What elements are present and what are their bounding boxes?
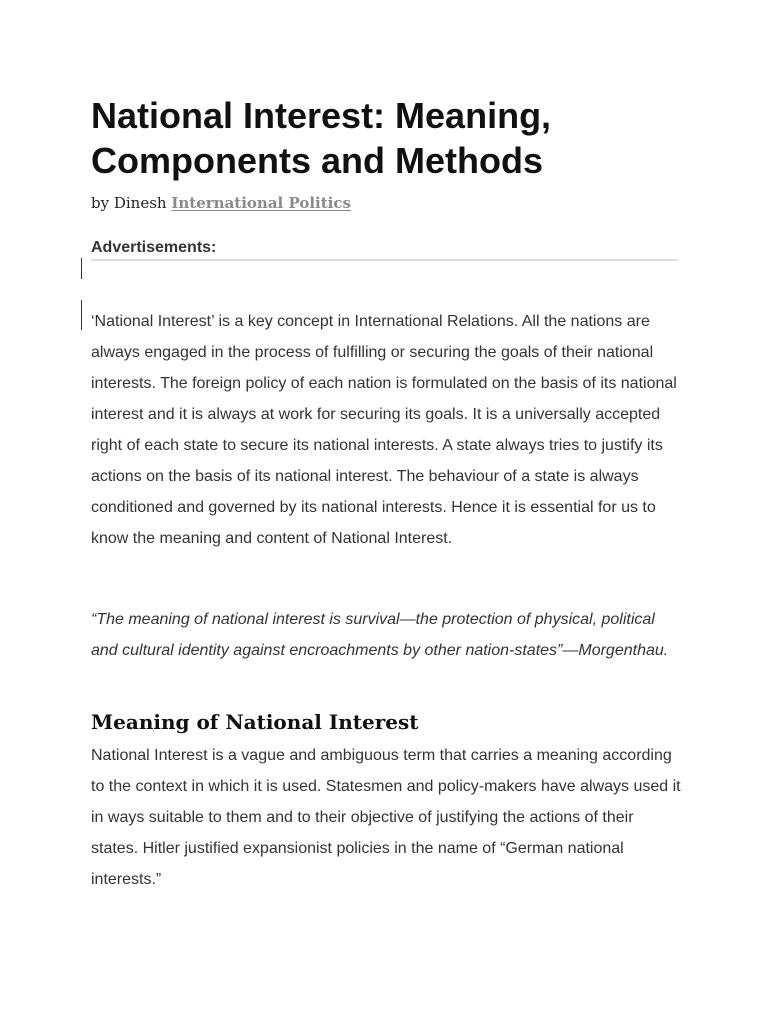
advertisements-divider <box>91 259 678 261</box>
category-link[interactable]: International Politics <box>171 194 351 212</box>
article-title: National Interest: Meaning, Components and Methods <box>91 95 552 181</box>
text-cursor-mark <box>81 300 82 330</box>
byline-prefix: by <box>91 194 110 212</box>
section-paragraph: National Interest is a vague and ambiguous term that carries a meaning according to the context in which it is used. Statesmen and policy-makers have always used it in ways suitable to them and to their objective of justifying the actions of their states. Hitler justified expansionist policies in the name of “German national interests.” <box>91 747 681 888</box>
advertisements-label: Advertisements: <box>91 239 217 256</box>
section-heading: Meaning of National Interest <box>91 710 419 734</box>
author-name: Dinesh <box>113 194 167 212</box>
text-cursor-mark <box>81 258 82 279</box>
morgenthau-quote: “The meaning of national interest is survival—the protection of physical, political and cultural identity against encroachments by other nation-states”—Morgenthau. <box>91 611 669 659</box>
intro-paragraph: ‘National Interest’ is a key concept in International Relations. All the nations are always engaged in the process of fulfilling or securing the goals of their national interests. The foreign policy of each nation is formulated on the basis of its national interest and it is always at work for securing its goals. It is a universally accepted right of each state to secure its national interests. A state always tries to justify its actions on the basis of its national interest. The behaviour of a state is always conditioned and governed by its national interests. Hence it is essential for us to know the meaning and content of National Interest. <box>91 313 677 547</box>
byline <box>91 193 351 213</box>
